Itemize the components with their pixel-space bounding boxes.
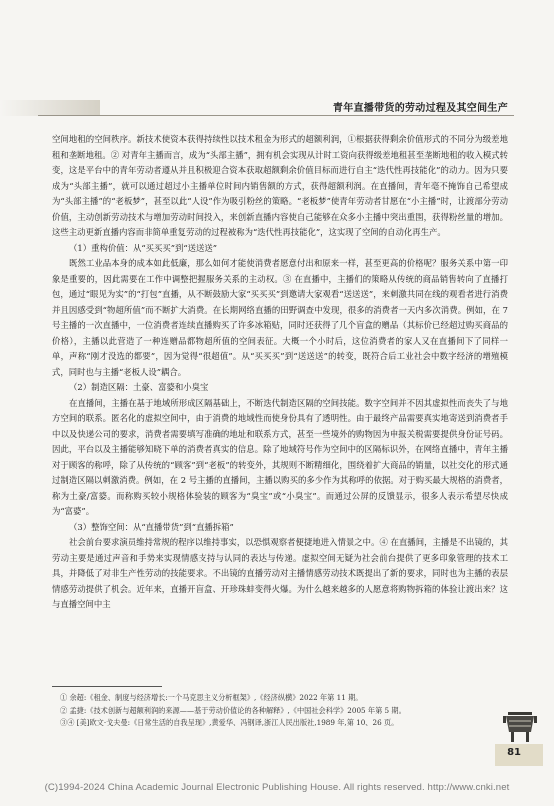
footnotes <box>60 692 490 730</box>
paragraph: 社会前台要求演员维持常规的程序以维持事实，以恐惧观察者便捷地进入情景之中。④ 在直播间，主播是不出镜的，其劳动主要是通过声音和手势来实现情感支持与认同的表达与传递。虚拟空间无疑为社会前台提供了更多印象管理的技术工具，并降低了对非生产性劳动的技能要求。不出镜的直播劳动对主播情感劳动技术既提出了新的要求，同时也为主播的表层情感劳动提供了机会。近年来，直播开盲盒、开珍珠蚌变得火爆。为什么越来越多的人愿意将购物拆箱的体验让渡出来？这与直播空间中主 <box>52 537 508 609</box>
running-header <box>0 94 554 124</box>
section-heading: （3）整饰空间：从“直播带货”到“直播拆箱” <box>69 521 234 532</box>
footnote: ② 孟捷:《技术创新与超额利润的来源——基于劳动价值论的各种解释》,《中国社会科学》2005 年第 5 期。 <box>60 705 406 715</box>
paragraph: 空间地租的空间秩序。新技术使资本获得持续性以技术租金为形式的超额利润，①根据获得剩余价值形式的不同分为级差地租和垄断地租。② 对青年主播而言，成为“头部主播”，拥有机会实现从计时工资向获得级差地租甚至垄断地租的收入模式转变，这是平台中的青年劳动者遵从并且积极迎合资本获取超额剩余价值目标而进行自主“迭代性再技能化”的动力。因为只要成为“头部主播”，就可以通过超过小主播单位时间内销售额的方式，获得超额利润。在直播间，青年毫不掩饰自己希望成为“头部主播”的“老板梦”，甚至以此“人设”作为吸引粉丝的策略。“老板梦”使青年劳动者甘愿在“小主播”时，让渡部分劳动价值，主动创新劳动技术与增加劳动时间投入，来创新直播内容使自己能够在众多小主播中突出重围，获得粉丝量的增加。这些主动更新直播内容而非简单重复劳动的过程被称为“迭代性再技能化”，这实现了空间的自动化再生产。 <box>52 134 508 237</box>
bronze-vessel-icon <box>500 706 540 744</box>
section-heading: （2）制造区隔：土豪、富婆和小臭宝 <box>69 382 209 392</box>
footnote: ① 余超:《租金、制度与经济增长:一个马克思主义分析框架》,《经济纵横》2022 年第 11 期。 <box>60 693 363 702</box>
footnote: ③④ [美]欧文·戈夫曼:《日常生活的自我呈现》,黄爱华、冯钢译,浙江人民出版社,1989 年,第 10、26 页。 <box>60 718 399 727</box>
header-rule <box>38 115 514 116</box>
header-decoration-band <box>0 100 100 116</box>
running-head-title: 青年直播带货的劳动过程及其空间生产 <box>332 103 508 114</box>
page-number-box <box>495 744 543 766</box>
copyright-footer: (C)1994-2024 China Academic Journal Electronic Publishing House. All rights reserved. http://www.cnki.net <box>44 782 510 793</box>
page-number: 81 <box>507 747 521 758</box>
paragraph: 在直播间，主播在基于地域所形成区隔基础上，不断迭代制造区隔的空间技能。数字空间并不因其虚拟性而丧失了与地方空间的联系。匿名化的虚拟空间中，由于消费的地域性而使身份具有了透明性。由于最终产品需要真实地寄送到消费者手中以及快递公司的要求，消费者需要填写准确的地址和联系方式，甚至一些境外的购物因为申报关税需要提供身份证号码。因此，平台以及主播能够知晓下单的消费者真实的信息。除了地域符号作为空间中的区隔标识外，在网络直播中，青年主播对于顾客的称呼，除了从传统的“顾客”到“老板”的转变外，其规则不断精细化，围绕着扩大商品的销量，以社交化的形式通过制造区隔以刺激消费。例如，在 2 号主播的直播间，主播以购买的多少作为其称呼的依据。对于购买最大规格的消费者，称为土豪/富婆。而称购买较小规格体验装的顾客为“臭宝”或“小臭宝”。而通过公屏的反馈显示，很多人表示希望尽快成为“富婆”。 <box>52 397 508 516</box>
footnote-rule <box>52 686 162 687</box>
article-body <box>52 132 508 613</box>
section-heading: （1）重构价值：从“买买买”到“送送送” <box>69 242 218 253</box>
paragraph: 既然工业品本身的成本如此低廉，那么如何才能使消费者愿意付出和原来一样，甚至更高的价格呢？服务关系中第一印象是重要的，因此需要在工作中调整把握服务关系的主动权。③ 在直播中，主播们的策略从传统的商品销售转向了直播打包，通过“眼见为实”的“打包”直播，从不断鼓励大家“买买买”到邀请大家观看“送送送”，来刺激共同在线的观看者进行消费并且因感受到“物超所值”而不断扩大消费。在长期网络直播的田野调查中发现，很多的消费者一天内多次消费。例如，在 7 号主播的一次直播中，一位消费者连续直播购买了许多冰箱贴，同时还获得了几个盲盒的赠品（其标价已经超过购买商品的价格），主播以此营造了一种连赠品都物超所值的空间表征。大概一个小时后，这位消费者的家人又在直播间下了同样一单，声称“刚才没选的都要”，因为觉得“很超值”。从“买买买”到“送送送”的转变，既符合后工业社会中数字经济的增殖模式，同时也与主播“老板人设”耦合。 <box>52 258 508 377</box>
